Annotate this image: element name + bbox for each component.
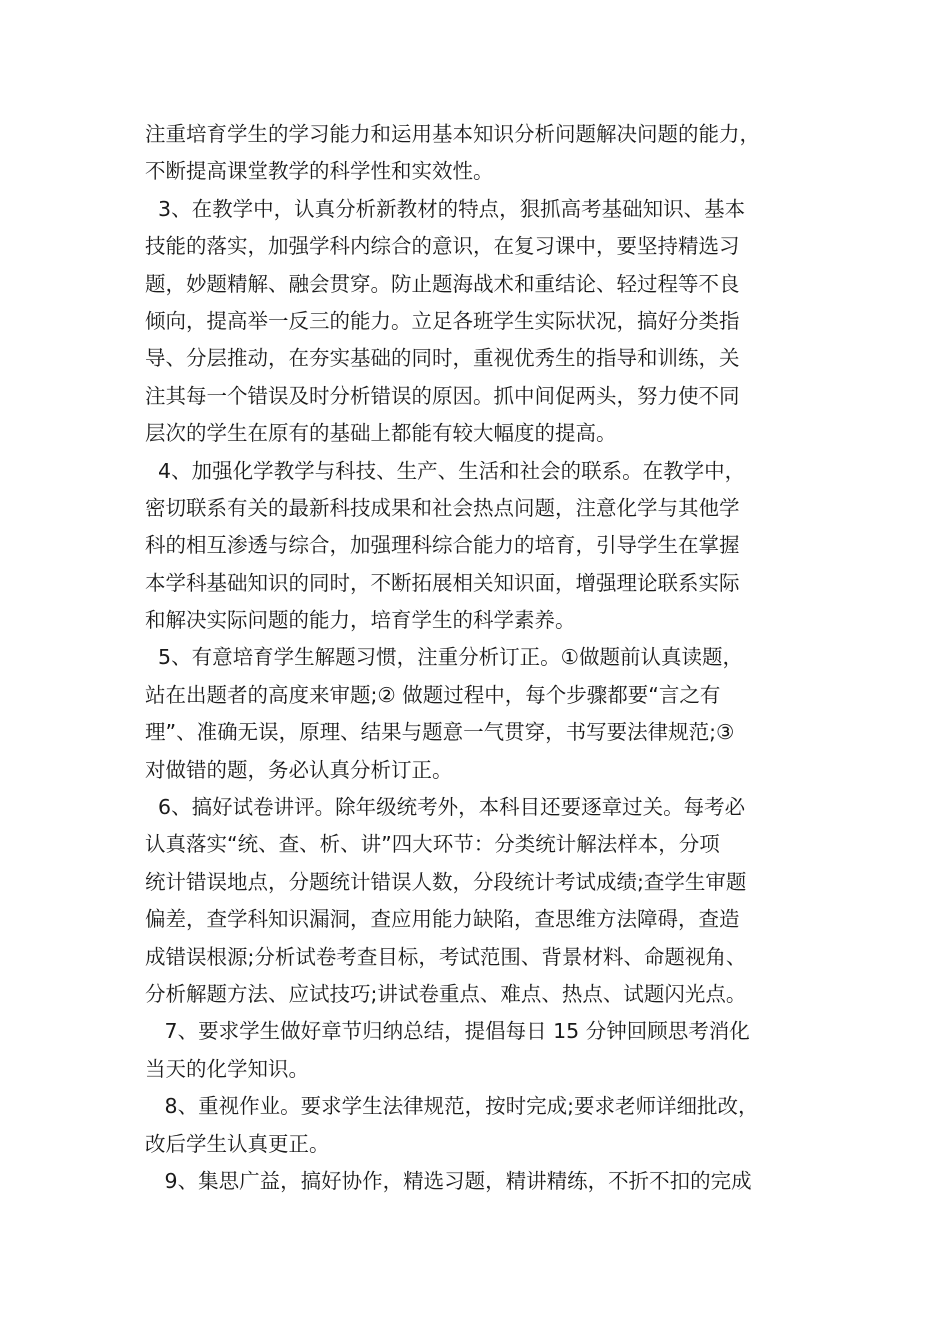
text-line: 不断提高课堂教学的科学性和实效性。 [145,159,494,184]
text-line: 3、在教学中，认真分析新教材的特点，狠抓高考基础知识、基本 [145,196,746,221]
text-line: 5、有意培育学生解题习惯，注重分析订正。①做题前认真读题， [145,645,743,670]
text-line: 4、加强化学教学与科技、生产、生活和社会的联系。在教学中， [145,458,746,483]
text-line: 本学科基础知识的同时，不断拓展相关知识面，增强理论联系实际 [145,570,740,595]
text-line: 注其每一个错误及时分析错误的原因。抓中间促两头，努力使不同 [145,383,740,408]
text-line: 题，妙题精解、融会贯穿。防止题海战术和重结论、轻过程等不良 [145,271,740,296]
text-line: 分析解题方法、应试技巧;讲试卷重点、难点、热点、试题闪光点。 [145,981,747,1006]
text-line: 和解决实际问题的能力，培育学生的科学素养。 [145,608,576,633]
text-line: 技能的落实，加强学科内综合的意识，在复习课中，要坚持精选习 [145,234,740,259]
text-line: 层次的学生在原有的基础上都能有较大幅度的提高。 [145,421,617,446]
text-line: 统计错误地点，分题统计错误人数，分段统计考试成绩;查学生审题 [145,869,747,894]
text-line: 当天的化学知识。 [145,1056,309,1081]
text-line: 成错误根源;分析试卷考查目标，考试范围、背景材料、命题视角、 [145,944,747,969]
text-line: 改后学生认真更正。 [145,1131,330,1156]
text-line: 密切联系有关的最新科技成果和社会热点问题，注意化学与其他学 [145,495,740,520]
text-line: 导、分层推动，在夯实基础的同时，重视优秀生的指导和训练，关 [145,346,740,371]
text-line: 6、搞好试卷讲评。除年级统考外，本科目还要逐章过关。每考必 [145,795,746,820]
text-line: 科的相互渗透与综合，加强理科综合能力的培育，引导学生在掌握 [145,533,740,558]
document-body [145,116,817,1200]
text-line: 理”、准确无误，原理、结果与题意一气贯穿，书写要法律规范;③ [145,720,735,745]
text-line: 偏差，查学科知识漏洞，查应用能力缺陷，查思维方法障碍，查造 [145,907,740,932]
text-line: 站在出题者的高度来审题;② 做题过程中，每个步骤都要“言之有 [145,682,721,707]
text-line: 对做错的题，务必认真分析订正。 [145,757,453,782]
text-line: 倾向，提高举一反三的能力。立足各班学生实际状况，搞好分类指 [145,308,740,333]
text-line: 8、重视作业。要求学生法律规范，按时完成;要求老师详细批改， [145,1094,759,1119]
text-line: 7、要求学生做好章节归纳总结，提倡每日 15 分钟回顾思考消化 [145,1019,750,1044]
text-line: 9、集思广益，搞好协作，精选习题，精讲精练，不折不扣的完成 [145,1168,752,1193]
text-line: 认真落实“统、查、析、讲”四大环节：分类统计解法样本，分项 [145,832,720,857]
text-line: 注重培育学生的学习能力和运用基本知识分析问题解决问题的能力， [145,122,760,146]
